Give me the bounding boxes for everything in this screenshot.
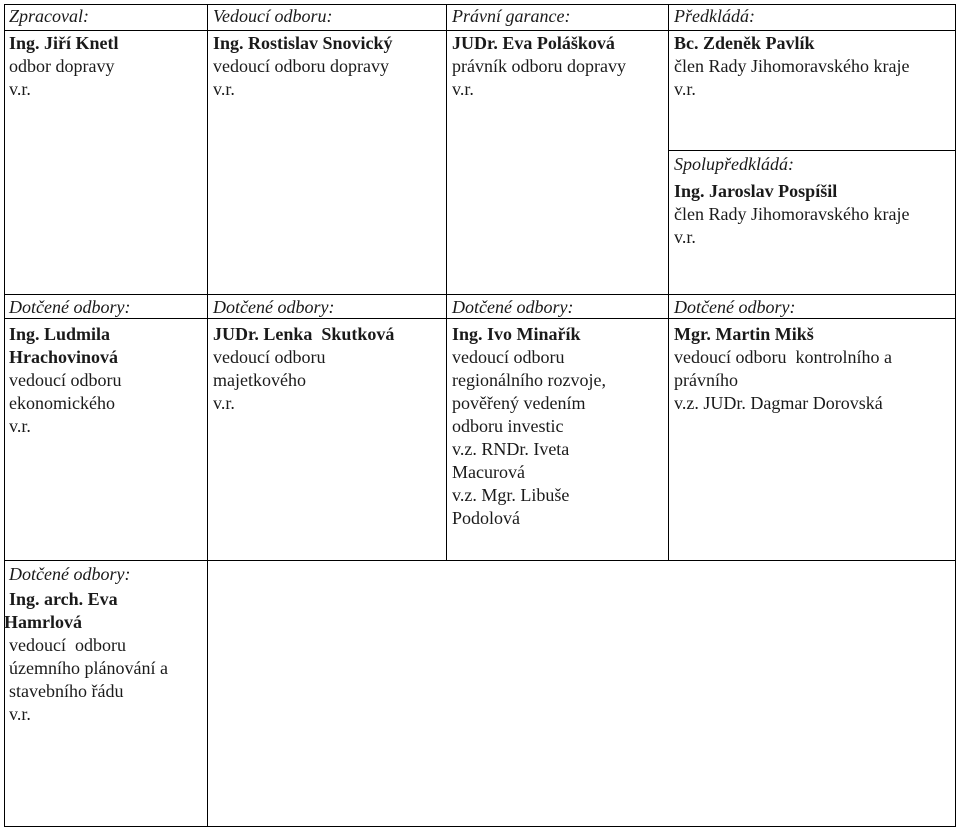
signature-note: Podolová	[452, 508, 521, 528]
affected-cell-economic	[9, 323, 121, 438]
signature-header-legal-guarantee	[452, 5, 570, 28]
affected-header	[213, 296, 334, 319]
person-role: majetkového	[213, 370, 306, 390]
person-name: Ing. Jaroslav Pospíšil	[674, 181, 838, 201]
person-role: člen Rady Jihomoravského kraje	[674, 56, 910, 76]
person-role: odboru investic	[452, 416, 564, 436]
signature-note: v.r.	[9, 704, 31, 724]
header-label: Spolupředkládá:	[674, 154, 794, 174]
affected-header	[452, 296, 573, 319]
person-role: územního plánování a	[9, 658, 168, 678]
person-role: ekonomického	[9, 393, 115, 413]
person-name: Ing. Jiří Knetl	[9, 33, 119, 53]
header-label: Zpracoval:	[9, 6, 89, 26]
signature-header-presenter	[674, 5, 755, 28]
affected-header	[9, 296, 130, 319]
table-border-right	[955, 4, 956, 827]
person-name: Hamrlová	[4, 612, 82, 632]
person-name: Ing. arch. Eva	[9, 589, 118, 609]
person-role: vedoucí odboru dopravy	[213, 56, 389, 76]
person-name: Bc. Zdeněk Pavlík	[674, 33, 815, 53]
table-border-bottom	[4, 826, 956, 827]
person-role: vedoucí odboru	[452, 347, 565, 367]
person-name: Ing. Rostislav Snovický	[213, 33, 393, 53]
affected-cell-control-legal	[674, 323, 892, 415]
person-role: vedoucí odboru	[213, 347, 326, 367]
signature-note: v.r.	[9, 79, 31, 99]
signature-note: v.r.	[213, 79, 235, 99]
signature-note: v.r.	[674, 79, 696, 99]
header-label: Předkládá:	[674, 6, 755, 26]
signature-note: v.r.	[213, 393, 235, 413]
person-name: JUDr. Lenka Skutková	[213, 324, 395, 344]
person-name: Ing. Ludmila	[9, 324, 111, 344]
person-role: pověřený vedením	[452, 393, 586, 413]
signature-note: v.r.	[452, 79, 474, 99]
header-label: Dotčené odbory:	[213, 297, 335, 317]
table-column-divider	[446, 4, 447, 561]
person-role: vedoucí odboru	[9, 635, 126, 655]
affected-cell-regional-development	[452, 323, 606, 530]
affected-cell-spatial-planning	[4, 563, 168, 726]
signature-cell-co-presenter	[674, 153, 909, 249]
signature-cell-legal-guarantee	[452, 32, 626, 101]
signature-cell-processed-by	[9, 32, 119, 101]
person-role: odbor dopravy	[9, 56, 115, 76]
person-role: právník odboru dopravy	[452, 56, 626, 76]
signature-cell-department-head	[213, 32, 393, 101]
person-role: vedoucí odboru	[9, 370, 122, 390]
signature-cell-presenter	[674, 32, 909, 101]
table-column-divider	[207, 4, 208, 827]
co-presenter-divider	[668, 150, 956, 151]
table-column-divider	[668, 4, 669, 561]
header-label: Dotčené odbory:	[9, 297, 131, 317]
signature-note: Macurová	[452, 462, 525, 482]
person-role: člen Rady Jihomoravského kraje	[674, 204, 910, 224]
affected-header	[674, 296, 795, 319]
header-label: Dotčené odbory:	[9, 564, 131, 584]
header-label: Dotčené odbory:	[452, 297, 574, 317]
header-label: Vedoucí odboru:	[213, 6, 333, 26]
signature-note: v.z. Mgr. Libuše	[452, 485, 570, 505]
signature-header-department-head	[213, 5, 332, 28]
person-name: Ing. Ivo Minařík	[452, 324, 581, 344]
signature-note: v.z. RNDr. Iveta	[452, 439, 570, 459]
table-row-divider	[4, 294, 956, 295]
header-label: Dotčené odbory:	[674, 297, 796, 317]
person-role: regionálního rozvoje,	[452, 370, 606, 390]
person-name: Mgr. Martin Mikš	[674, 324, 814, 344]
signature-note: v.r.	[674, 227, 696, 247]
signature-note: v.z. JUDr. Dagmar Dorovská	[674, 393, 883, 413]
affected-cell-property	[213, 323, 394, 415]
table-row-divider	[4, 560, 956, 561]
person-name: JUDr. Eva Polášková	[452, 33, 615, 53]
header-label: Právní garance:	[452, 6, 571, 26]
person-name: Hrachovinová	[9, 347, 119, 367]
table-border-left	[4, 4, 5, 827]
person-role: vedoucí odboru kontrolního a	[674, 347, 892, 367]
person-role: stavebního řádu	[9, 681, 124, 701]
table-row-divider	[4, 30, 956, 31]
person-role: právního	[674, 370, 738, 390]
signature-header-processed-by	[9, 5, 89, 28]
signature-note: v.r.	[9, 416, 31, 436]
